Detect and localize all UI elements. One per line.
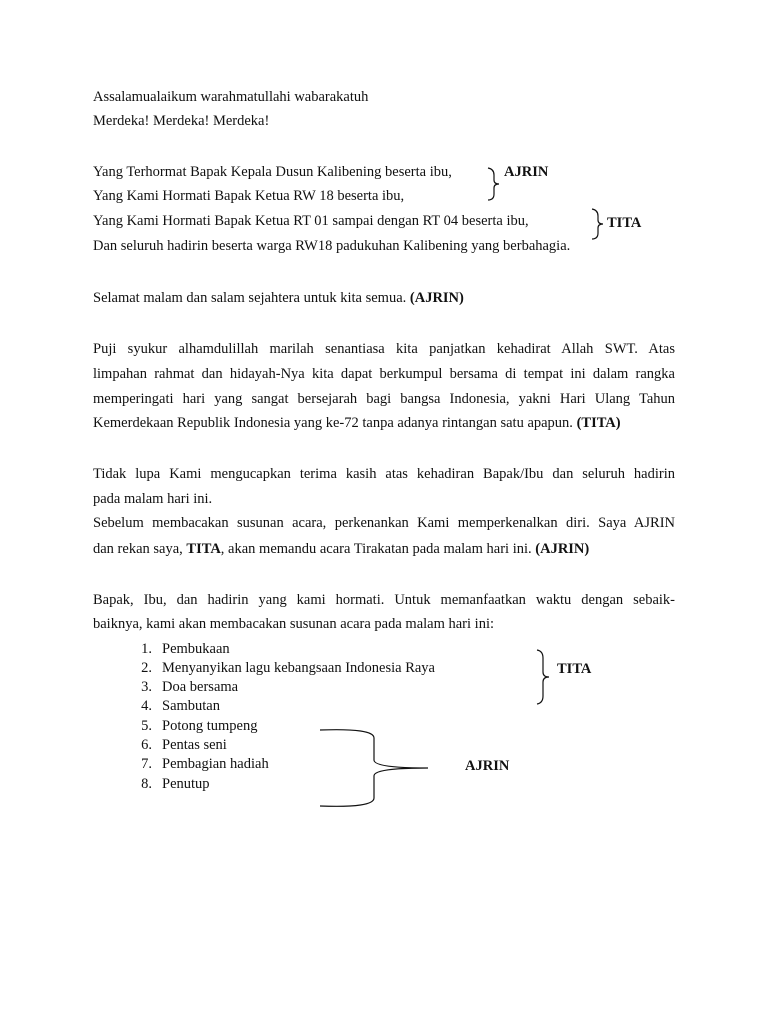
list-item-text: Penutup	[162, 776, 210, 792]
honorific-line: Yang Kami Hormati Bapak Ketua RW 18 beserta ibu,	[93, 188, 405, 204]
honorific-line: Yang Kami Hormati Bapak Ketua RT 01 sampai dengan RT 04 beserta ibu,	[93, 213, 529, 229]
list-item-text: Pembukaan	[162, 641, 230, 657]
honorific-line: Yang Terhormat Bapak Kepala Dusun Kalibening beserta ibu,	[93, 164, 452, 180]
list-item-number: 6.	[141, 737, 152, 753]
intro-text: , akan memandu acara Tirakatan pada malam hari ini.	[220, 541, 532, 557]
gratitude-text: Kemerdekaan Republik Indonesia yang ke-72 tanpa adanya rintangan satu apapun.	[93, 415, 573, 431]
agenda-intro-line: Bapak, Ibu, dan hadirin yang kami hormati. Untuk memanfaatkan waktu dengan sebaik-	[93, 592, 675, 608]
list-item-text: Potong tumpeng	[162, 718, 258, 734]
agenda-intro-line: baiknya, kami akan membacakan susunan acara pada malam hari ini:	[93, 616, 495, 632]
gratitude-line: limpahan rahmat dan hidayah-Nya kita dapat berkumpul bersama di tempat ini dalam rangka	[93, 366, 675, 382]
honorific-line: Dan seluruh hadirin beserta warga RW18 padukuhan Kalibening yang berbahagia.	[93, 238, 571, 254]
opening-line	[93, 289, 464, 307]
brace-tita-agenda	[533, 648, 555, 706]
list-item-text: Sambutan	[162, 698, 220, 714]
gratitude-line: Puji syukur alhamdulillah marilah senantiasa kita panjatkan kehadirat Allah SWT. Atas	[93, 341, 675, 357]
list-item-text: Pembagian hadiah	[162, 756, 269, 772]
intro-line	[93, 540, 589, 558]
list-item-text: Menyanyikan lagu kebangsaan Indonesia Raya	[162, 660, 435, 676]
speaker-tag: (TITA)	[576, 415, 621, 431]
opening-text: Selamat malam dan salam sejahtera untuk kita semua.	[93, 290, 407, 306]
salam-line: Assalamualaikum warahmatullahi wabarakatuh	[93, 89, 369, 105]
speaker-label-ajrin: AJRIN	[504, 164, 549, 180]
intro-text: dan rekan saya,	[93, 541, 187, 557]
speaker-label-tita: TITA	[557, 661, 592, 677]
gratitude-line: memperingati hari yang sangat bersejarah bagi bangsa Indonesia, yakni Hari Ulang Tahun	[93, 391, 675, 407]
list-item-number: 2.	[141, 660, 152, 676]
intro-line: Sebelum membacakan susunan acara, perkenankan Kami memperkenalkan diri. Saya AJRIN	[93, 515, 675, 531]
list-item-number: 4.	[141, 698, 152, 714]
list-item-number: 1.	[141, 641, 152, 657]
list-item-number: 3.	[141, 679, 152, 695]
brace-tita-honorifics	[588, 207, 608, 241]
list-item-text: Doa bersama	[162, 679, 239, 695]
speaker-label-ajrin: AJRIN	[465, 758, 510, 774]
thanks-line: pada malam hari ini.	[93, 491, 213, 507]
list-item-number: 7.	[141, 756, 152, 772]
brace-ajrin-honorifics	[484, 166, 504, 202]
merdeka-line: Merdeka! Merdeka! Merdeka!	[93, 113, 270, 129]
intro-partner-name: TITA	[186, 541, 221, 557]
speaker-tag: (AJRIN)	[535, 541, 590, 557]
list-item-number: 8.	[141, 776, 152, 792]
speaker-tag: (AJRIN)	[409, 290, 464, 306]
thanks-line: Tidak lupa Kami mengucapkan terima kasih atas kehadiran Bapak/Ibu dan seluruh hadirin	[93, 466, 675, 482]
list-item-number: 5.	[141, 718, 152, 734]
brace-ajrin-agenda	[318, 728, 430, 808]
speaker-label-tita: TITA	[607, 215, 642, 231]
list-item-text: Pentas seni	[162, 737, 227, 753]
gratitude-last-line	[93, 414, 621, 432]
